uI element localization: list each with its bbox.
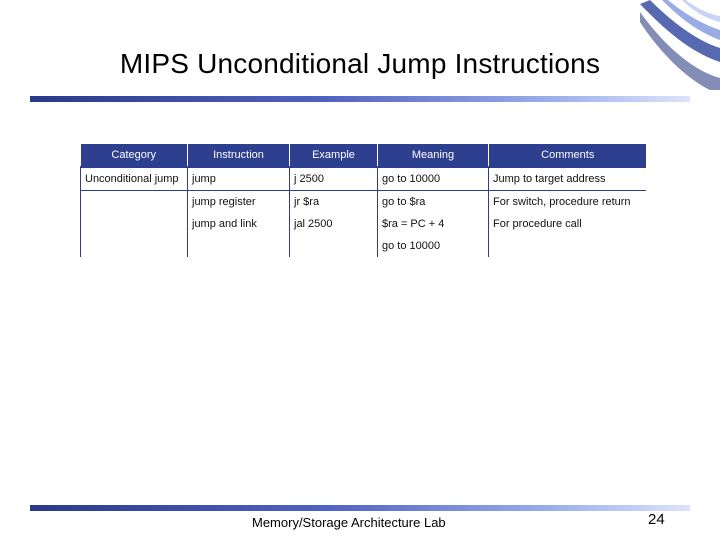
table-row xyxy=(81,167,647,191)
cell-example: j 2500 xyxy=(290,167,378,191)
footer-lab-name: Memory/Storage Architecture Lab xyxy=(252,515,446,530)
cell-comments: For procedure call xyxy=(489,213,647,235)
cell-instruction: jump register xyxy=(188,191,290,214)
footer-rule xyxy=(30,505,690,511)
cell-example: jal 2500 xyxy=(290,213,378,235)
cell-category xyxy=(81,213,188,235)
cell-instruction xyxy=(188,235,290,257)
cell-instruction: jump xyxy=(188,167,290,191)
header-instruction: Instruction xyxy=(188,144,290,167)
jump-instructions-table xyxy=(80,144,646,258)
cell-category: Unconditional jump xyxy=(81,167,188,191)
cell-meaning: go to $ra xyxy=(378,191,489,214)
table-row xyxy=(81,235,647,257)
cell-category xyxy=(81,235,188,257)
cell-example: jr $ra xyxy=(290,191,378,214)
title-underline-rule xyxy=(30,96,690,102)
cell-example xyxy=(290,235,378,257)
cell-meaning: go to 10000 xyxy=(378,167,489,191)
cell-instruction: jump and link xyxy=(188,213,290,235)
cell-comments: For switch, procedure return xyxy=(489,191,647,214)
cell-comments xyxy=(489,235,647,257)
table-header-row xyxy=(81,144,647,167)
header-meaning: Meaning xyxy=(378,144,489,167)
header-category: Category xyxy=(81,144,188,167)
cell-meaning: $ra = PC + 4 xyxy=(378,213,489,235)
table-row xyxy=(81,213,647,235)
slide-title: MIPS Unconditional Jump Instructions xyxy=(119,48,601,79)
header-comments: Comments xyxy=(489,144,647,167)
cell-meaning: go to 10000 xyxy=(378,235,489,257)
cell-category xyxy=(81,191,188,214)
page-number: 24 xyxy=(648,511,665,528)
cell-comments: Jump to target address xyxy=(489,167,647,191)
table-row xyxy=(81,191,647,214)
header-example: Example xyxy=(290,144,378,167)
